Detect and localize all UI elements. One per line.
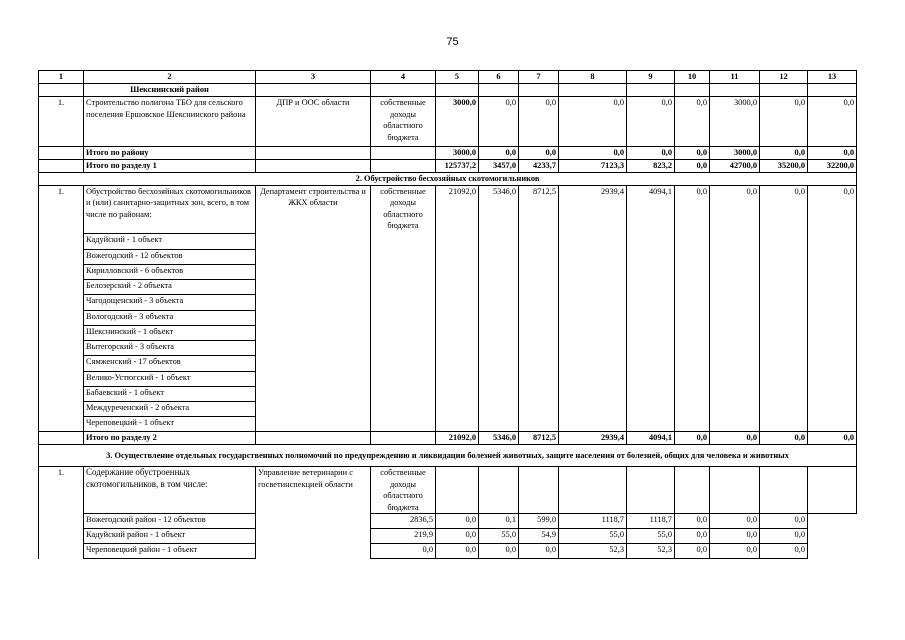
subitem-name: Шекснинский - 1 объект	[84, 325, 256, 340]
subitem-name: Чагодощенский - 3 объекта	[84, 294, 256, 310]
subitem-name: Череповецкий - 1 объект	[84, 416, 256, 431]
value-cell: 599,0	[519, 514, 559, 529]
total-label: Итого по разделу 2	[84, 431, 256, 444]
value-cell: 0,0	[675, 97, 710, 147]
value-cell: 0,0	[675, 431, 710, 444]
column-number: 1	[39, 71, 84, 84]
row-number: 1.	[39, 185, 84, 233]
section-title: 2. Обустройство бесхозяйных скотомогильников	[39, 173, 857, 186]
value-cell: 0,0	[559, 97, 627, 147]
subitem-row	[39, 325, 857, 340]
value-cell: 21092,0	[436, 185, 479, 233]
value-cell: 0,0	[760, 514, 808, 529]
value-cell: 0,0	[710, 185, 760, 233]
value-cell: 4094,1	[627, 185, 675, 233]
column-number: 9	[627, 71, 675, 84]
value-cell: 0,0	[436, 514, 479, 529]
measure-name: Содержание обустроенных скотомогильников, в том числе:	[84, 467, 256, 514]
subitem-list	[39, 233, 857, 431]
value-cell: 1118,7	[627, 514, 675, 529]
value-cell: 0,0	[710, 514, 760, 529]
value-cell: 0,0	[519, 147, 559, 160]
value-cell: 0,0	[760, 97, 808, 147]
executor: ДПР и ООС области	[256, 97, 371, 147]
column-number: 5	[436, 71, 479, 84]
value-cell: 0,0	[519, 544, 559, 559]
table-row	[39, 97, 857, 147]
column-number: 8	[559, 71, 627, 84]
value-cell: 0,0	[519, 97, 559, 147]
executor: Управление ветеринарии с госветинспекцией области	[256, 467, 371, 514]
value-cell: 219,9	[371, 529, 436, 544]
value-cell: 2939,4	[559, 431, 627, 444]
value-cell: 1118,7	[559, 514, 627, 529]
section-title: 3. Осуществление отдельных государственных полномочий по предупреждению и ликвидации болезней животных, защите населения от болезней, общих для человека и животных	[39, 444, 857, 467]
value-cell: 7123,3	[559, 160, 627, 173]
measure-name: Строительство полигона ТБО для сельского поселения Ершовское Шекснинского района	[84, 97, 256, 147]
value-cell: 0,0	[808, 185, 857, 233]
value-cell: 0,0	[479, 544, 519, 559]
column-number: 2	[84, 71, 256, 84]
value-cell: 0,0	[675, 160, 710, 173]
table-row	[39, 185, 857, 233]
value-cell: 0,0	[710, 431, 760, 444]
value-cell: 0,0	[627, 147, 675, 160]
funding-source: собственные доходы областного бюджета	[371, 467, 436, 514]
value-cell: 0,0	[675, 544, 710, 559]
section-title-row	[39, 173, 857, 186]
district-total-row	[39, 147, 857, 160]
subitem-name: Кадуйский район - 1 объект	[84, 529, 256, 544]
budget-table	[38, 70, 857, 559]
value-cell: 3000,0	[436, 147, 479, 160]
value-cell: 32200,0	[808, 160, 857, 173]
value-cell: 52,3	[559, 544, 627, 559]
value-cell: 55,0	[627, 529, 675, 544]
value-cell: 823,2	[627, 160, 675, 173]
value-cell: 0,0	[479, 97, 519, 147]
value-cell: 0,0	[675, 514, 710, 529]
executor: Департамент строительства и ЖКХ области	[256, 185, 371, 233]
value-cell: 42700,0	[710, 160, 760, 173]
value-cell: 0,0	[436, 544, 479, 559]
value-cell: 0,0	[808, 431, 857, 444]
subrow-list	[39, 514, 857, 559]
value-cell: 54,9	[519, 529, 559, 544]
value-cell: 0,1	[479, 514, 519, 529]
subitem-name: Бабаевский - 1 объект	[84, 386, 256, 401]
column-number: 7	[519, 71, 559, 84]
value-cell: 5346,0	[479, 431, 519, 444]
value-cell: 3457,0	[479, 160, 519, 173]
subitem-row	[39, 529, 857, 544]
subitem-row	[39, 279, 857, 294]
section-title-row	[39, 444, 857, 467]
row-number: 1.	[39, 97, 84, 147]
value-cell: 0,0	[371, 544, 436, 559]
measure-name: Обустройство бесхозяйных скотомогильников и (или) санитарно-защитных зон, всего, в том числе по районам:	[84, 185, 256, 233]
value-cell: 0,0	[760, 431, 808, 444]
value-cell: 8712,5	[519, 431, 559, 444]
value-cell: 3000,0	[436, 97, 479, 147]
row-number: 1.	[39, 467, 84, 514]
subitem-name: Кадуйский - 1 объект	[84, 233, 256, 249]
value-cell: 0,0	[627, 97, 675, 147]
subitem-name: Белозерский - 2 объекта	[84, 279, 256, 294]
value-cell: 0,0	[675, 529, 710, 544]
value-cell: 0,0	[760, 544, 808, 559]
section-total-row	[39, 431, 857, 444]
value-cell: 0,0	[675, 147, 710, 160]
column-number: 13	[808, 71, 857, 84]
value-cell: 2836,5	[371, 514, 436, 529]
subitem-row	[39, 416, 857, 431]
subitem-row	[39, 371, 857, 386]
subitem-name: Вологодский - 3 объекта	[84, 310, 256, 325]
column-number: 12	[760, 71, 808, 84]
funding-source: собственные доходы областного бюджета	[371, 185, 436, 233]
value-cell: 4233,7	[519, 160, 559, 173]
column-number: 6	[479, 71, 519, 84]
value-cell: 0,0	[808, 97, 857, 147]
value-cell: 3000,0	[710, 97, 760, 147]
value-cell: 125737,2	[436, 160, 479, 173]
value-cell: 21092,0	[436, 431, 479, 444]
subitem-row	[39, 386, 857, 401]
value-cell: 52,3	[627, 544, 675, 559]
district-title: Шекснинский район	[84, 84, 256, 97]
page-number: 75	[446, 36, 459, 48]
column-number: 3	[256, 71, 371, 84]
subitem-row	[39, 233, 857, 249]
subitem-row	[39, 401, 857, 416]
subitem-row	[39, 340, 857, 355]
subitem-row	[39, 355, 857, 371]
value-cell: 55,0	[479, 529, 519, 544]
value-cell: 0,0	[436, 529, 479, 544]
subitem-name: Вытегорский - 3 объекта	[84, 340, 256, 355]
table-row	[39, 467, 857, 514]
subitem-name: Велико-Устюгский - 1 объект	[84, 371, 256, 386]
value-cell: 5346,0	[479, 185, 519, 233]
subitem-name: Кирилловский - 6 объектов	[84, 264, 256, 279]
value-cell: 4094,1	[627, 431, 675, 444]
column-number: 4	[371, 71, 436, 84]
value-cell: 0,0	[710, 544, 760, 559]
subitem-row	[39, 544, 857, 559]
subitem-row	[39, 514, 857, 529]
value-cell: 0,0	[559, 147, 627, 160]
column-number-row	[39, 71, 857, 84]
subitem-name: Череповецкий район - 1 объект	[84, 544, 256, 559]
column-number: 10	[675, 71, 710, 84]
district-title-row	[39, 84, 857, 97]
subitem-name: Сямженский - 17 объектов	[84, 355, 256, 371]
value-cell: 3000,0	[710, 147, 760, 160]
subitem-row	[39, 310, 857, 325]
subitem-name: Вожегодский район - 12 объектов	[84, 514, 256, 529]
value-cell: 35200,0	[760, 160, 808, 173]
column-number: 11	[710, 71, 760, 84]
total-label: Итого по району	[84, 147, 256, 160]
value-cell: 0,0	[760, 529, 808, 544]
subitem-row	[39, 249, 857, 264]
funding-source: собственные доходы областного бюджета	[371, 97, 436, 147]
subitem-row	[39, 264, 857, 279]
value-cell: 0,0	[710, 529, 760, 544]
value-cell: 8712,5	[519, 185, 559, 233]
value-cell: 0,0	[808, 147, 857, 160]
value-cell: 0,0	[675, 185, 710, 233]
subitem-row	[39, 294, 857, 310]
value-cell: 2939,4	[559, 185, 627, 233]
section-total-row	[39, 160, 857, 173]
value-cell: 0,0	[760, 147, 808, 160]
value-cell: 0,0	[479, 147, 519, 160]
total-label: Итого по разделу 1	[84, 160, 256, 173]
value-cell: 55,0	[559, 529, 627, 544]
subitem-name: Вожегодский - 12 объектов	[84, 249, 256, 264]
subitem-name: Междуреченский - 2 объекта	[84, 401, 256, 416]
value-cell: 0,0	[760, 185, 808, 233]
